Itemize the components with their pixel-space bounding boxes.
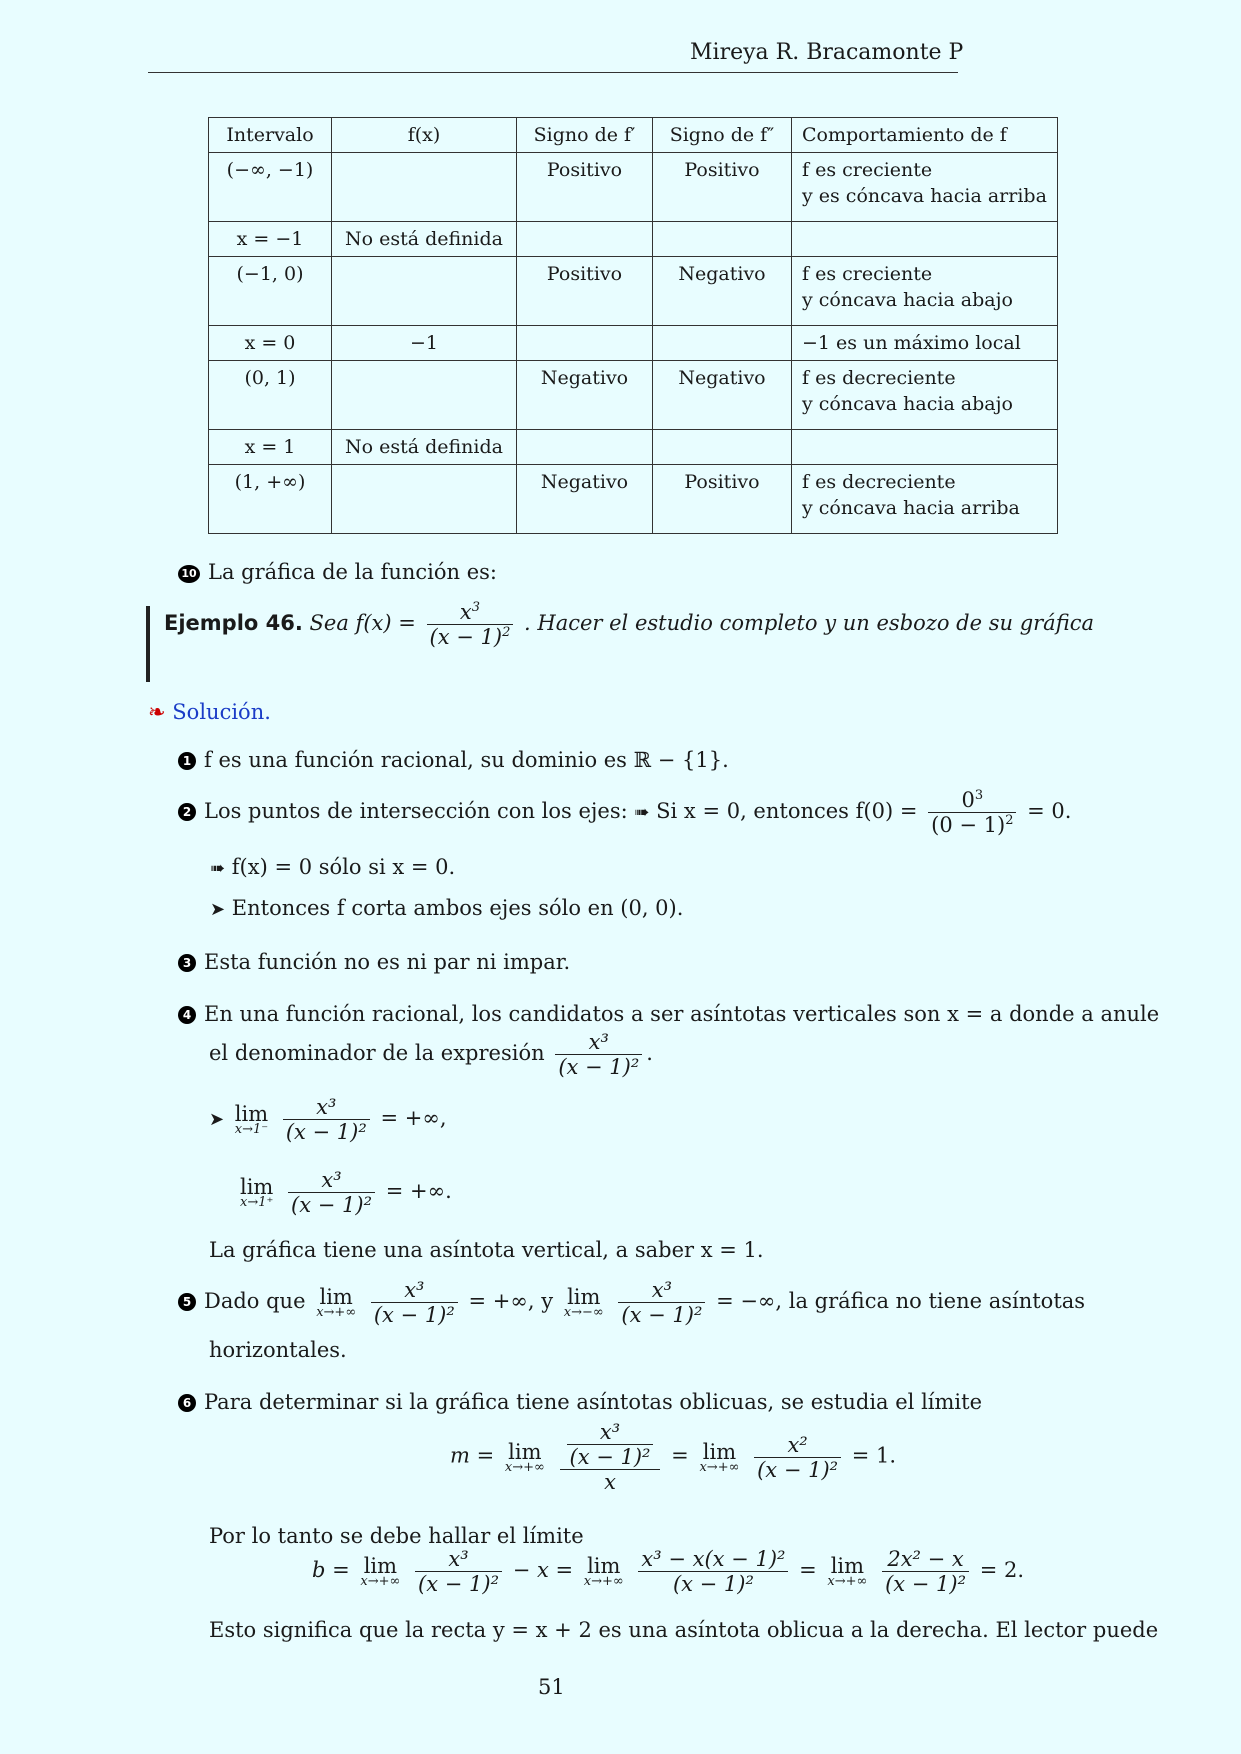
- col-header-f2: Signo de f″: [653, 118, 792, 153]
- denominator-exp: 2: [502, 625, 511, 640]
- fraction-numerator: x³ − x(x − 1)²: [641, 1547, 786, 1571]
- fraction-numerator: [928, 788, 1016, 812]
- example-46: [164, 600, 1094, 649]
- lim-label: lim: [508, 1439, 542, 1464]
- header-rule: [148, 72, 958, 73]
- step-text: Los puntos de intersección con los ejes:: [204, 799, 628, 823]
- cell-comp-line2: y cóncava hacia abajo: [802, 393, 1013, 415]
- table-row: [209, 326, 1058, 361]
- step-2-line3: [210, 896, 683, 920]
- cell-comp-line1: f es creciente: [802, 263, 933, 285]
- step-2-line3-text: Entonces f corta ambos ejes sólo en (0, 0).: [231, 896, 684, 920]
- step-text: La gráfica de la función es:: [208, 560, 497, 584]
- step-2: [178, 788, 1071, 837]
- limit-operator: [564, 1285, 604, 1320]
- step-text: Dado que: [204, 1289, 306, 1313]
- cell-f1: [517, 222, 653, 257]
- table-row: [209, 153, 1058, 222]
- fraction-numerator: x²: [787, 1432, 808, 1457]
- b-result: = 2.: [979, 1558, 1025, 1582]
- step-number-badge: 2: [178, 803, 196, 821]
- cell-fx: No está definida: [332, 222, 517, 257]
- cell-comp-line1: f es creciente: [802, 159, 933, 181]
- m-result: = 1.: [851, 1443, 897, 1468]
- denominator-base: (x − 1): [429, 625, 503, 649]
- table-row: [209, 430, 1058, 465]
- cell-comportamiento: [792, 153, 1058, 222]
- table-row: [209, 257, 1058, 326]
- table-row: [209, 361, 1058, 430]
- col-header-fx: f(x): [332, 118, 517, 153]
- fraction-denominator: (x − 1)²: [371, 1302, 458, 1327]
- solution-label: Solución.: [172, 700, 271, 724]
- fraction-numerator: [560, 1420, 661, 1469]
- cell-f1: [517, 430, 653, 465]
- denominator-exp: 2: [1005, 813, 1014, 828]
- limit-operator: [827, 1554, 867, 1589]
- lim-label: lim: [319, 1285, 353, 1309]
- limit-operator: [240, 1175, 273, 1210]
- cell-f2: Negativo: [653, 257, 792, 326]
- fraction-numerator: x³: [448, 1547, 469, 1571]
- step-2-mid: Si x = 0, entonces f(0) =: [656, 799, 918, 823]
- cell-f1: Positivo: [517, 257, 653, 326]
- lim-subscript: x→+∞: [699, 1459, 740, 1475]
- fraction-denominator: x: [560, 1469, 661, 1494]
- arrowhead-icon: ➤: [209, 1109, 225, 1130]
- cell-f1: Negativo: [517, 465, 653, 534]
- step-number-badge: 10: [178, 565, 200, 583]
- lim-subscript: x→+∞: [827, 1574, 868, 1589]
- step-6: [178, 1390, 982, 1414]
- b-equation: [312, 1547, 1024, 1596]
- col-header-f1: Signo de f′: [517, 118, 653, 153]
- denominator-base: (0 − 1): [931, 813, 1006, 837]
- cell-fx: −1: [332, 326, 517, 361]
- step-6-mid-text: Por lo tanto se debe hallar el límite: [209, 1524, 584, 1548]
- limit-operator: [505, 1440, 545, 1475]
- cell-f2: [653, 222, 792, 257]
- fraction-denominator: (x − 1)²: [754, 1457, 841, 1482]
- cell-fx: [332, 465, 517, 534]
- step-5: [178, 1278, 1085, 1327]
- limit-result: = +∞,: [380, 1106, 447, 1130]
- cell-intervalo: x = 1: [209, 430, 332, 465]
- fraction-denominator: [928, 812, 1016, 837]
- cell-f1: Positivo: [517, 153, 653, 222]
- cell-f2: [653, 430, 792, 465]
- expression-fraction: [555, 1030, 642, 1079]
- limit-fraction: [283, 1095, 370, 1144]
- cell-comportamiento: [792, 361, 1058, 430]
- limit-operator: [584, 1554, 624, 1589]
- example-label: Ejemplo 46.: [164, 611, 303, 635]
- cell-f2: Positivo: [653, 465, 792, 534]
- cell-f2: Positivo: [653, 153, 792, 222]
- fraction-denominator: (x − 1)²: [283, 1119, 370, 1144]
- cell-comportamiento: [792, 257, 1058, 326]
- cell-comportamiento: [792, 430, 1058, 465]
- limit-operator: [360, 1554, 400, 1589]
- numerator-base: x: [459, 600, 472, 624]
- step-1: [178, 748, 729, 772]
- m-equation: [450, 1420, 896, 1494]
- cell-comportamiento: [792, 465, 1058, 534]
- lim-label: lim: [702, 1439, 737, 1464]
- b-eq: =: [799, 1558, 817, 1582]
- step-5-post: = −∞, la gráfica no tiene asíntotas: [716, 1289, 1086, 1313]
- limit-operator: [699, 1440, 739, 1475]
- lim-subscript: x→+∞: [583, 1574, 624, 1589]
- step-2-line2: [210, 855, 455, 879]
- lim-label: lim: [830, 1554, 865, 1578]
- cell-comp-line1: f es decreciente: [802, 471, 956, 493]
- cell-intervalo: x = −1: [209, 222, 332, 257]
- lim-subscript: x→1⁻: [234, 1122, 269, 1137]
- cell-fx: [332, 361, 517, 430]
- example-pre: Sea f(x) =: [309, 611, 416, 635]
- f0-fraction: [928, 788, 1016, 837]
- step-4: [178, 1002, 1159, 1026]
- fraction-denominator: (x − 1)²: [415, 1571, 502, 1596]
- step-text: f es una función racional, su dominio es ℝ − {1}.: [204, 748, 729, 772]
- cell-comportamiento: [792, 222, 1058, 257]
- fraction-numerator: x³: [599, 1420, 621, 1444]
- example-post: . Hacer el estudio completo y un esbozo de su gráfica: [524, 611, 1094, 635]
- solution-heading: [148, 700, 271, 724]
- col-header-intervalo: Intervalo: [209, 118, 332, 153]
- lim-label: lim: [234, 1102, 269, 1126]
- fraction-numerator: x³: [651, 1278, 673, 1302]
- cell-intervalo: (0, 1): [209, 361, 332, 430]
- lim-subscript: x→+∞: [360, 1574, 401, 1589]
- fraction-denominator: (x − 1)²: [288, 1192, 375, 1217]
- cell-intervalo: (1, +∞): [209, 465, 332, 534]
- step-number-badge: 4: [178, 1006, 196, 1024]
- step-4-line2: el denominador de la expresión $\frac{\text{x³}}{\text{(x − 1)²}}$ .: [209, 1030, 653, 1079]
- cell-fx: [332, 153, 517, 222]
- limit-fraction: [882, 1547, 969, 1596]
- table-row: [209, 465, 1058, 534]
- b-minus: − x =: [512, 1558, 574, 1582]
- lim-subscript: x→−∞: [563, 1305, 604, 1320]
- limit-fraction: [618, 1278, 705, 1327]
- fraction-denominator: [427, 624, 514, 649]
- fraction-denominator: (x − 1)²: [567, 1444, 654, 1469]
- fraction-numerator: x³: [321, 1168, 342, 1192]
- step-4-line2-text: el denominador de la expresión: [209, 1041, 545, 1065]
- step-text: Para determinar si la gráfica tiene asíntotas oblicuas, se estudia el límite: [204, 1390, 982, 1414]
- step-number-badge: 6: [178, 1394, 196, 1412]
- cell-comp-line1: f es decreciente: [802, 367, 956, 389]
- step-text: En una función racional, los candidatos a ser asíntotas verticales son x = a donde a anule: [204, 1002, 1160, 1026]
- cell-comportamiento: −1 es un máximo local: [792, 326, 1058, 361]
- lim-label: lim: [587, 1554, 621, 1578]
- cell-comp-line2: y cóncava hacia arriba: [802, 497, 1020, 519]
- m-lhs: m =: [450, 1443, 495, 1468]
- cell-f1: [517, 326, 653, 361]
- lim-subscript: x→1⁺: [240, 1195, 274, 1210]
- fraction-denominator: (x − 1)²: [882, 1571, 969, 1596]
- step-5-mid: = +∞, y: [468, 1289, 554, 1313]
- limit-fraction: [371, 1278, 458, 1327]
- cell-comp-line2: y cóncava hacia abajo: [802, 289, 1013, 311]
- fraction-numerator: 2x² − x: [887, 1547, 964, 1571]
- compound-fraction: [560, 1420, 661, 1494]
- cell-fx: [332, 257, 517, 326]
- numerator-base: 0: [961, 788, 975, 812]
- cell-f2: Negativo: [653, 361, 792, 430]
- m-eq: =: [671, 1443, 689, 1468]
- step-5-line2: horizontales.: [209, 1338, 347, 1362]
- cell-f1: Negativo: [517, 361, 653, 430]
- cell-f2: [653, 326, 792, 361]
- b-lhs: b =: [312, 1558, 350, 1582]
- step-10: [178, 560, 497, 584]
- step-3: [178, 950, 570, 974]
- table-row: [209, 222, 1058, 257]
- lim-label: lim: [363, 1554, 398, 1578]
- limit-fraction: [415, 1547, 502, 1596]
- sign-table: [208, 117, 1058, 534]
- arrow-icon: ➠: [634, 802, 650, 823]
- limit-fraction: [754, 1433, 841, 1482]
- author-name: Mireya R. Bracamonte P: [690, 40, 964, 65]
- step-6-last-line: Esto significa que la recta y = x + 2 es una asíntota oblicua a la derecha. El lector puede: [209, 1618, 1159, 1642]
- col-header-comportamiento: Comportamiento de f: [792, 118, 1058, 153]
- fleuron-icon: ❧: [148, 700, 166, 724]
- limit-left: [209, 1095, 447, 1144]
- limit-fraction: [638, 1547, 788, 1596]
- arrow-icon: ➠: [210, 858, 226, 879]
- page-number: 51: [538, 1675, 565, 1699]
- fraction-numerator: x³: [316, 1095, 337, 1119]
- step-text: Esta función no es ni par ni impar.: [204, 950, 571, 974]
- numerator-exp: 3: [974, 788, 984, 803]
- fraction-denominator: (x − 1)²: [618, 1302, 705, 1327]
- limit-fraction: [288, 1168, 375, 1217]
- step-number-badge: 3: [178, 954, 196, 972]
- example-side-bar: [146, 606, 150, 682]
- cell-intervalo: x = 0: [209, 326, 332, 361]
- example-fraction: [427, 600, 514, 649]
- inner-fraction: [567, 1420, 654, 1469]
- step-number-badge: 5: [178, 1293, 196, 1311]
- cell-intervalo: (−1, 0): [209, 257, 332, 326]
- limit-result: = +∞.: [385, 1179, 452, 1203]
- cell-comp-line2: y es cóncava hacia arriba: [802, 185, 1047, 207]
- cell-fx: No está definida: [332, 430, 517, 465]
- step-2-post: = 0.: [1027, 799, 1072, 823]
- step-2-line2-text: f(x) = 0 sólo si x = 0.: [231, 855, 456, 879]
- fraction-denominator: (x − 1)²: [555, 1054, 642, 1079]
- numerator-exp: 3: [471, 600, 480, 615]
- cell-intervalo: (−∞, −1): [209, 153, 332, 222]
- step-number-badge: 1: [178, 752, 196, 770]
- fraction-numerator: x³: [404, 1278, 425, 1302]
- step-4-conclusion: La gráfica tiene una asíntota vertical, a saber x = 1.: [209, 1238, 764, 1262]
- limit-right: [236, 1168, 452, 1217]
- limit-operator: [235, 1102, 268, 1137]
- fraction-denominator: (x − 1)²: [638, 1571, 788, 1596]
- table-header-row: [209, 118, 1058, 153]
- lim-subscript: x→+∞: [504, 1459, 545, 1475]
- lim-subscript: x→+∞: [316, 1305, 357, 1320]
- fraction-numerator: x³: [588, 1030, 609, 1054]
- lim-label: lim: [567, 1285, 601, 1309]
- limit-operator: [316, 1285, 356, 1320]
- fraction-numerator: [427, 600, 514, 624]
- arrowhead-icon: ➤: [210, 899, 226, 920]
- lim-label: lim: [240, 1175, 274, 1199]
